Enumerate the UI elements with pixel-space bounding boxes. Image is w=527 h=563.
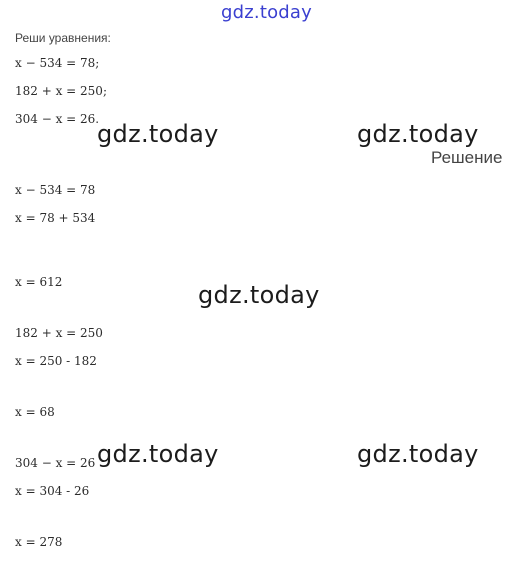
solution-step: x = 250 - 182 — [15, 354, 97, 368]
solution-step: x = 278 — [15, 535, 63, 549]
task-equation-1: x − 534 = 78; — [15, 56, 100, 70]
task-equation-2: 182 + x = 250; — [15, 84, 107, 98]
solution-step: 182 + x = 250 — [15, 326, 103, 340]
solution-step: x = 68 — [15, 405, 55, 419]
watermark: gdz.today — [97, 440, 219, 468]
watermark: gdz.today — [97, 120, 219, 148]
solution-step: x = 304 - 26 — [15, 484, 90, 498]
watermark: gdz.today — [357, 440, 479, 468]
watermark: gdz.today — [198, 281, 320, 309]
task-equation-3: 304 − x = 26. — [15, 112, 100, 126]
solution-step: x = 612 — [15, 275, 63, 289]
watermark: gdz.today — [357, 120, 479, 148]
solution-step: x − 534 = 78 — [15, 183, 96, 197]
site-logo[interactable]: gdz.today — [221, 2, 313, 23]
task-title: Реши уравнения: — [15, 31, 111, 45]
solution-step: x = 78 + 534 — [15, 211, 96, 225]
solution-heading: Решение — [431, 148, 503, 167]
solution-step: 304 − x = 26 — [15, 456, 96, 470]
